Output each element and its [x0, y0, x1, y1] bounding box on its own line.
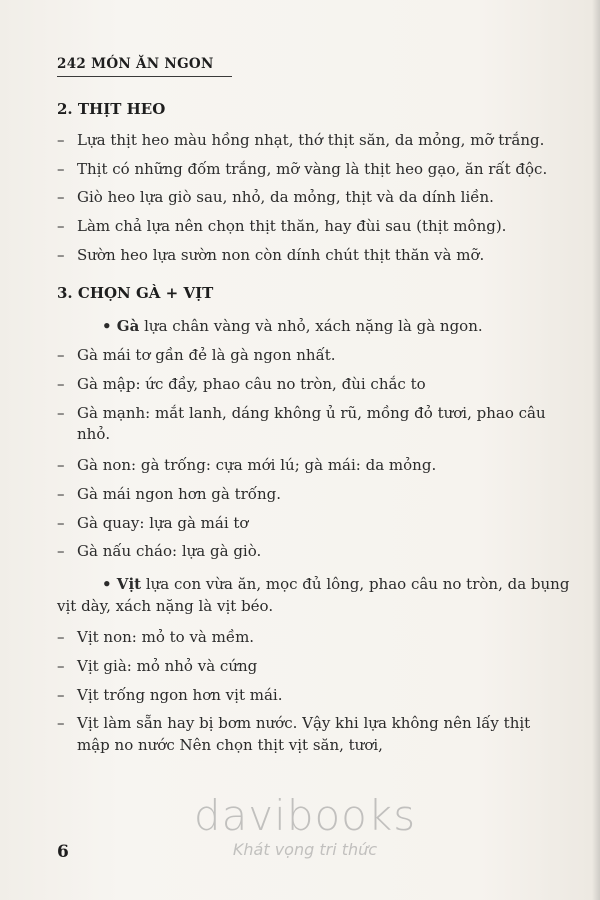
running-title: 242 MÓN ĂN NGON: [57, 56, 214, 72]
page-number: 6: [57, 842, 69, 862]
list-item: – Vịt làm sẵn hay bị bơm nước. Vậy khi lựa không nên lấy thịt: [57, 714, 531, 732]
watermark-slogan: Khát vọng tri thức: [232, 840, 378, 859]
list-item: – Làm chả lựa nên chọn thịt thăn, hay đùi sau (thịt mông).: [57, 217, 507, 235]
list-item-continuation: mập no nước Nên chọn thịt vịt săn, tươi,: [77, 736, 383, 754]
running-title-rule: [57, 76, 232, 77]
list-item: – Gà nấu cháo: lựa gà giò.: [57, 542, 262, 560]
list-item: – Gà mập: ức đầy, phao câu no tròn, đùi chắc to: [57, 375, 426, 393]
list-item: – Thịt có những đốm trắng, mỡ vàng là thịt heo gạo, ăn rất độc.: [57, 160, 548, 178]
page-edge-shadow: [592, 0, 600, 900]
list-item: – Sườn heo lựa sườn non còn dính chút thịt thăn và mỡ.: [57, 246, 485, 264]
list-item: – Gà mái ngon hơn gà trống.: [57, 485, 281, 503]
watermark-logo-text: davibooks: [193, 791, 417, 840]
list-item: – Vịt già: mỏ nhỏ và cứng: [57, 657, 258, 675]
list-item: – Giò heo lựa giò sau, nhỏ, da mỏng, thịt và da dính liền.: [57, 188, 494, 206]
section-title-thit-heo: 2. THỊT HEO: [57, 100, 166, 118]
list-item-continuation: nhỏ.: [77, 425, 111, 443]
vit-bullet-paragraph: • Vịt lựa con vừa ăn, mọc đủ lông, phao câu no tròn, da bụng: [102, 575, 570, 593]
list-item: – Gà non: gà trống: cựa mới lú; gà mái: da mỏng.: [57, 456, 437, 474]
ga-bullet-paragraph: • Gà lựa chân vàng và nhỏ, xách nặng là gà ngon.: [102, 317, 483, 335]
list-item: – Lựa thịt heo màu hồng nhạt, thớ thịt săn, da mỏng, mỡ trắng.: [57, 131, 545, 149]
list-item: – Gà mái tơ gần đẻ là gà ngon nhất.: [57, 346, 336, 364]
list-item: – Gà quay: lựa gà mái tơ: [57, 514, 249, 532]
watermark: [190, 792, 420, 859]
list-item: – Vịt non: mỏ to và mềm.: [57, 628, 255, 646]
section-title-chon-ga-vit: 3. CHỌN GÀ + VỊT: [57, 284, 214, 302]
list-item: – Vịt trống ngon hơn vịt mái.: [57, 686, 283, 704]
vit-bullet-continuation: vịt dày, xách nặng là vịt béo.: [57, 597, 274, 615]
list-item: – Gà mạnh: mắt lanh, dáng không ủ rũ, mồng đỏ tươi, phao câu: [57, 404, 546, 422]
